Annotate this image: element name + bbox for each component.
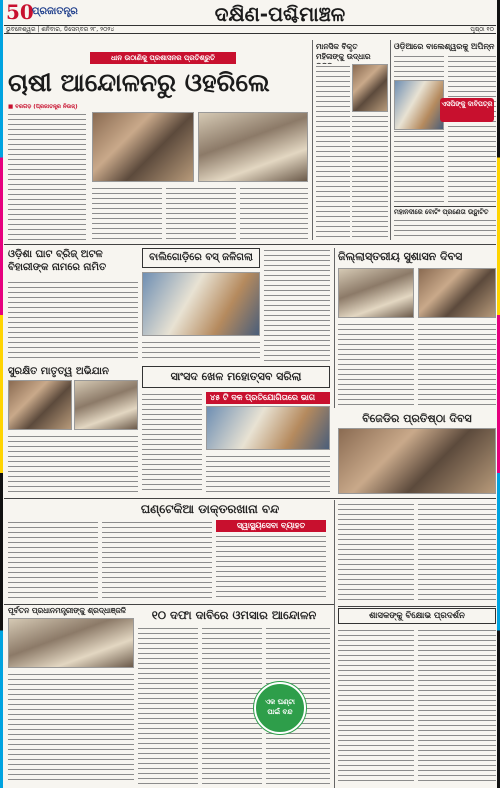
lead-photo-2 — [198, 112, 308, 182]
story10-body — [138, 626, 198, 784]
right-col-body2 — [418, 502, 496, 602]
story11-headline-box: ଶାସକଙ୍କୁ ବିକ୍ଷୋଭ ପ୍ରଦର୍ଶନ — [338, 608, 496, 624]
right-col-body — [338, 502, 414, 602]
story3-body2 — [264, 248, 330, 362]
story4-headline: ଜିଲ୍ଲାସ୍ତରୀୟ ସୁଶାସନ ଦିବସ — [338, 250, 463, 263]
story4-body — [338, 322, 414, 408]
side-top-headline: ମାନସିକ ବିକୃତ ମହିଳାଙ୍କୁ ଉଦ୍ଧାର — [316, 42, 371, 61]
divider-v1 — [312, 40, 313, 240]
masthead — [0, 0, 500, 36]
story8-headline: ଘଣ୍ଟେକିଆ ଡାକ୍ତରଖାନା ବନ୍ଦ — [140, 502, 280, 516]
dateline: ଭୁବନେଶ୍ୱର | ଶନିବାର, ଡିସେମ୍ବର ୨୮, ୨୦୨୪ — [6, 26, 115, 33]
story4-photo-1 — [338, 268, 414, 318]
story10-circle-badge: ଏକ ଘଣ୍ଟା ପାଇଁ ବନ୍ଦ — [254, 682, 306, 734]
story10-headline: ୧୦ ଦଫା ଦାବିରେ ଓମସାର ଆନ୍ଦୋଳନ — [151, 608, 317, 622]
right-top-badge: ଏସପିଙ୍କୁ ଦାବିପତ୍ର — [440, 98, 494, 122]
story8-body2 — [102, 520, 212, 600]
story10-body2 — [202, 626, 262, 784]
lead-body-col2 — [92, 186, 162, 240]
story4-body2 — [418, 322, 496, 408]
story9-body — [8, 672, 134, 784]
page-number: ପୃଷ୍ଠା ୧୦ — [470, 26, 494, 33]
divider-h4 — [338, 606, 496, 607]
divider-v4 — [334, 500, 335, 788]
story7-headline: ବିଜେଡିର ପ୍ରତିଷ୍ଠା ଦିବସ — [362, 412, 472, 425]
divider-h1 — [4, 244, 496, 245]
lead-byline: ■ ବରଗଡ଼ (ପ୍ରଜାତନ୍ତ୍ର ନିଉଜ୍) — [8, 104, 78, 110]
divider-h3 — [4, 604, 334, 605]
story8-body — [8, 520, 98, 600]
right-top-headline: ଓଡ଼ିଆରେ ବାଲେଶ୍ୱରକୁ ଅପିନ୍ନ — [394, 42, 495, 51]
right-top-photo — [394, 80, 444, 130]
story6-body — [142, 392, 202, 494]
story6-body2 — [206, 454, 330, 494]
story2-body — [8, 280, 138, 362]
story11-body — [338, 628, 414, 784]
divider-h-rt — [394, 206, 496, 207]
side-top-body — [316, 64, 350, 240]
story11-body2 — [418, 628, 496, 784]
story6-tag: ୪୫ ଟି ଦଳ ପ୍ରତିଯୋଗିତାରେ ଭାଗ — [206, 392, 330, 404]
story3-headline-box: ବାଲିଗୋଡ଼ିରେ ବସ୍ ଜଳିଗଲା — [142, 248, 260, 268]
divider-v3 — [334, 248, 335, 408]
right-top-body2 — [448, 54, 496, 204]
story5-photo-1 — [8, 380, 72, 430]
color-bar-left — [0, 0, 3, 788]
logo-number: 50 — [6, 0, 34, 24]
lead-body-col4 — [240, 186, 308, 240]
story3-body — [142, 340, 260, 362]
divider-v2 — [390, 40, 391, 240]
story2-headline: ଓଡ଼ିଶା ଘାଟ ବ୍ରିଜ୍ ଅଟଳ ବିହାରୀଙ୍କ ନାମରେ ନାମିତ — [8, 249, 107, 273]
story9-photo — [8, 618, 134, 668]
dateline-bar — [4, 25, 496, 34]
lead-kicker: ଧାନ ଉଠାଣିକୁ ପ୍ରଶାସନର ପ୍ରତିଶ୍ରୁତି — [90, 52, 236, 64]
story7-photo — [338, 428, 496, 494]
logo — [6, 2, 86, 24]
lead-body-col1 — [8, 112, 86, 240]
story5-photo-2 — [74, 380, 138, 430]
side-top-photo — [352, 64, 388, 112]
side-top-body2 — [352, 114, 388, 240]
right-top-body3 — [394, 218, 496, 240]
story8-subtag: ସ୍ୱାସ୍ଥ୍ୟସେବା ବ୍ୟାହତ — [216, 520, 326, 532]
section-title: ଦକ୍ଷିଣ-ପଶ୍ଚିମାଞ୍ଚଳ — [214, 2, 346, 26]
story5-headline: ସୁରକ୍ଷିତ ମାତୃତ୍ୱ ଅଭିଯାନ — [8, 366, 109, 377]
divider-h2 — [4, 498, 496, 499]
story6-headline-box: ସାଂସଦ ଖେଳ ମହୋତ୍ସବ ସରିଲା — [142, 366, 330, 388]
story6-photo — [206, 406, 330, 450]
lead-headline: ଚାଷୀ ଆନ୍ଦୋଳନରୁ ଓହରିଲେ — [8, 68, 270, 97]
story3-photo — [142, 272, 260, 336]
story8-body3 — [216, 534, 326, 600]
story9-headline: ପୂର୍ବତନ ପ୍ରଧାନମନ୍ତ୍ରୀଙ୍କୁ ଶ୍ରଦ୍ଧାଞ୍ଜଳି — [8, 606, 127, 615]
brand-name: ପ୍ରଜାତନ୍ତ୍ର — [32, 6, 78, 17]
lead-photo-1 — [92, 112, 194, 182]
lead-body-col3 — [166, 186, 236, 240]
story4-photo-2 — [418, 268, 496, 318]
right-top-subhead: ମହାନଦୀରେ ବୋଟିଂ ପ୍ରଣେତା ଉଦ୍ଘାଟିତ — [394, 208, 489, 216]
story5-body — [8, 434, 138, 494]
